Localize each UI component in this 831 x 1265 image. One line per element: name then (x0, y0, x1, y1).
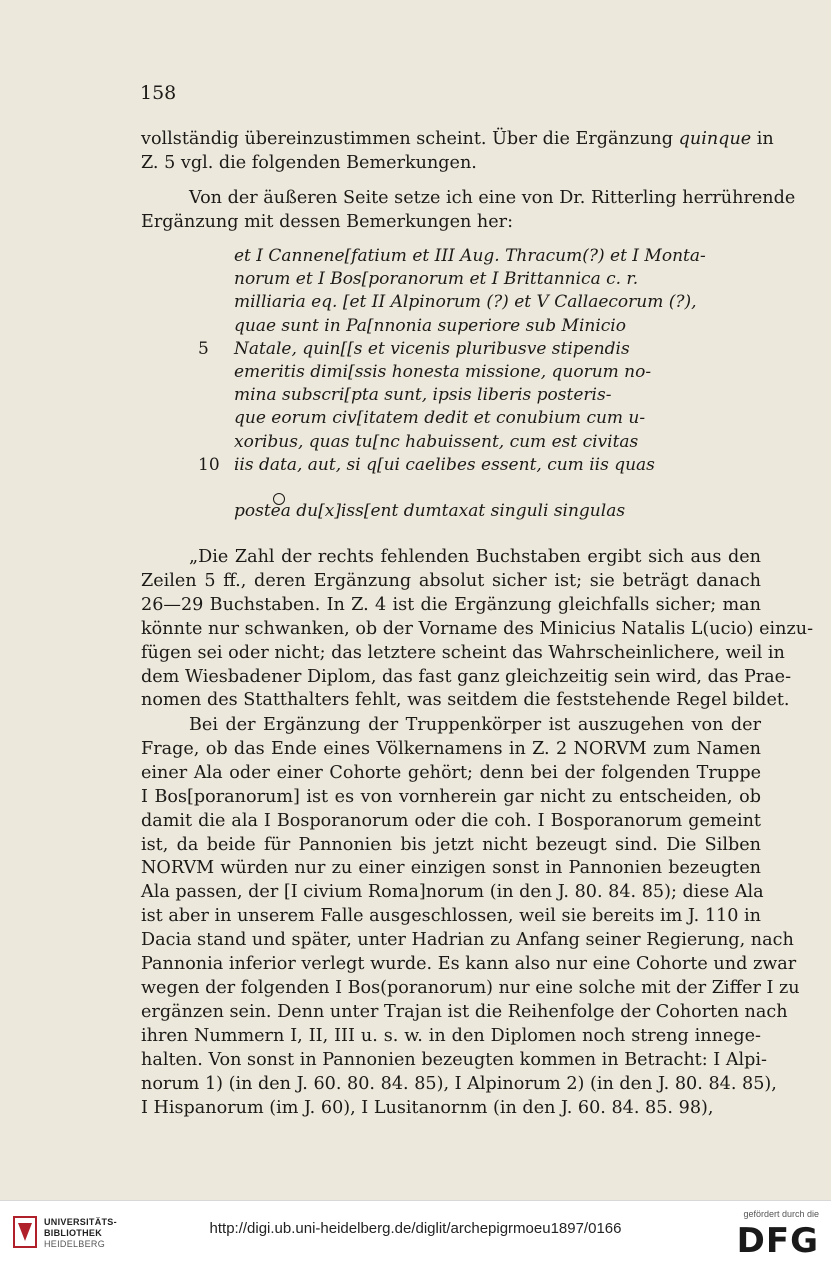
text-line: wegen der folgenden I Bos(poranorum) nur eine solche mit der Ziffer I zu (141, 977, 800, 998)
text-line: nomen des Statthalters fehlt, was seitdem die feststehende Regel bildet. (141, 690, 790, 711)
text-line: NORVM würden nur zu einer einzigen sonst in Pannonien bezeugten (141, 858, 761, 879)
text-line (141, 152, 761, 176)
text-line: einer Ala oder einer Cohorte gehört; denn bei der folgenden Truppe (141, 762, 761, 783)
text-line: könnte nur schwanken, ob der Vorname des Minicius Natalis L(ucio) einzu- (141, 618, 814, 639)
text-line: I Hispanorum (im J. 60), I Lusitanornm (in den J. 60. 84. 85. 98), (141, 1097, 714, 1118)
text-segment: vollständig übereinzustimmen scheint. Über die Ergänzung (141, 129, 679, 149)
inscription-line (198, 268, 718, 291)
text-line: damit die ala I Bosporanorum oder die coh. I Bosporanorum gemeint (141, 810, 761, 831)
inscription-text (234, 478, 239, 498)
text-line: Von der äußeren Seite setze ich eine von Dr. Ritterling herrührende (189, 188, 796, 208)
circle-mark (273, 493, 285, 505)
paragraph-truppen (141, 714, 800, 1120)
inscription-line (198, 431, 718, 454)
inscription-text: et I Cannene[fatium et III Aug. Thracum(?) et I Monta- (234, 246, 706, 266)
inscription-text: mina subscri[pta sunt, ipsis liberis posteris- (234, 385, 612, 406)
inscription-text: que eorum civ[itatem dedit et conubium cum u- (234, 408, 646, 429)
intro-paragraph (141, 128, 774, 176)
text-line: norum 1) (in den J. 60. 80. 84. 85), I Alpinorum 2) (in den J. 80. 84. 85), (141, 1073, 777, 1094)
dfg-logo: DFG (736, 1221, 819, 1261)
inscription-text: xoribus, quas tu[nc habuissent, cum est civitas (234, 431, 639, 452)
italic-term: quinque (678, 129, 752, 149)
line-number: 5 (198, 338, 209, 359)
inscription-line (198, 338, 718, 361)
text-line: ist aber in unserem Falle ausgeschlossen, weil sie bereits im J. 110 in (141, 906, 761, 927)
permalink-url[interactable]: http://digi.ub.uni-heidelberg.de/diglit/archepigrmoeu1897/0166 (209, 1220, 622, 1237)
paragraph-zahl (141, 546, 814, 713)
inscription-line (198, 454, 718, 477)
funding-label: gefördert durch die (743, 1209, 819, 1219)
text-line: Frage, ob das Ende eines Völkernamens in Z. 2 NORVM zum Namen (141, 738, 761, 759)
inscription-line (198, 361, 718, 384)
logo-line-1: UNIVERSITÄTS- (44, 1217, 117, 1227)
text-segment: in (751, 129, 774, 149)
text-segment: Z. 5 vgl. die folgenden Bemerkungen. (141, 152, 477, 173)
inscription-text: iis data, aut, si q[ui caelibes essent, cum iis quas (234, 454, 655, 475)
line-number: 10 (198, 454, 220, 475)
inscription-text: milliaria eq. [et II Alpinorum (?) et V Callaecorum (?), (234, 292, 697, 313)
inscription-text: emeritis dimi[ssis honesta missione, quorum no- (234, 362, 652, 383)
text-line: 26—29 Buchstaben. In Z. 4 ist die Ergänzung gleichfalls sicher; man (141, 594, 761, 615)
inscription-line (198, 291, 718, 314)
inscription-line (198, 384, 718, 407)
text-line: Pannonia inferior verlegt wurde. Es kann also nur eine Cohorte und zwar (141, 954, 797, 975)
text-line: ihren Nummern I, II, III u. s. w. in den Diplomen noch streng innege- (141, 1025, 761, 1046)
text-line: „Die Zahl der rechts fehlenden Buchstaben ergibt sich aus den (189, 547, 761, 567)
inscription-line (198, 315, 718, 338)
text-line (141, 128, 774, 152)
text-line: halten. Von sonst in Pannonien bezeugten kommen in Betracht: I Alpi- (141, 1049, 767, 1070)
text-line: Bei der Ergänzung der Truppenkörper ist auszugehen von der (189, 715, 761, 735)
text-line: dem Wiesbadener Diplom, das fast ganz gleichzeitig sein wird, das Prae- (141, 666, 792, 687)
footer-bar (0, 1200, 831, 1265)
text-line: Zeilen 5 ff., deren Ergänzung absolut sicher ist; sie beträgt danach (141, 570, 761, 591)
text-line: fügen sei oder nicht; das letztere scheint das Wahrscheinlichere, weil in (141, 642, 785, 663)
text-line: I Bos[poranorum] ist es von vornherein gar nicht zu entscheiden, ob (141, 786, 761, 807)
text-line: Ergänzung mit dessen Bemerkungen her: (141, 211, 514, 232)
text-line: Dacia stand und später, unter Hadrian zu Anfang seiner Regierung, nach (141, 930, 794, 951)
logo-line-3: HEIDELBERG (44, 1239, 106, 1249)
inscription-text: norum et I Bos[poranorum et I Brittannica c. r. (234, 269, 639, 290)
text-line: Ala passen, der [I civium Roma]norum (in den J. 80. 84. 85); diese Ala (141, 882, 764, 903)
inscription-text: Natale, quin[[s et vicenis pluribusve stipendis (234, 338, 630, 359)
page-number: 158 (140, 82, 177, 104)
text-line: ergänzen sein. Denn unter Trajan ist die Reihenfolge der Cohorten nach (141, 1001, 788, 1022)
text-line: ist, da beide für Pannonien bis jetzt nicht bezeugt sind. Die Silben (141, 834, 761, 855)
inscription-block (198, 245, 718, 523)
inscription-text: quae sunt in Pa[nnonia superiore sub Minicio (234, 315, 626, 336)
inscription-line (198, 245, 718, 268)
logo-line-2: BIBLIOTHEK (44, 1228, 102, 1238)
inscription-line (198, 407, 718, 430)
inscription-text: postea du[x]iss[ent dumtaxat singuli singulas (234, 501, 626, 522)
paragraph-ritterling (141, 187, 796, 235)
